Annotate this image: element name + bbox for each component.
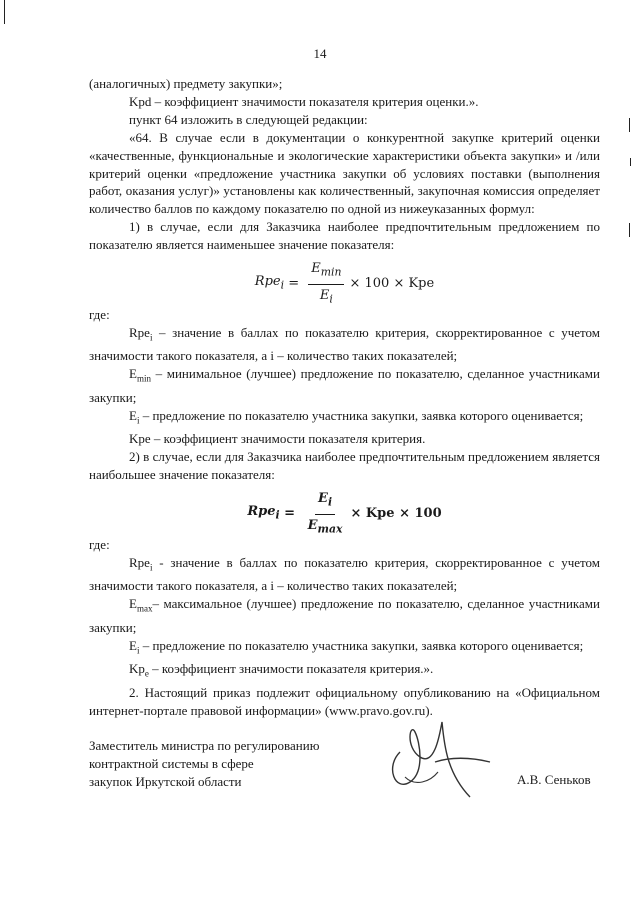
scan-edge-mark-right-3 <box>629 223 630 237</box>
definitions-block-1 <box>89 306 600 484</box>
definition-paragraph: где: <box>89 307 110 323</box>
signatory-title-line-1: Заместитель министра по регулированию <box>89 738 320 753</box>
formula-min <box>89 260 600 306</box>
intro-paragraph: (аналогичных) предмету закупки»; <box>89 76 283 91</box>
scan-edge-mark-right-2 <box>630 158 631 166</box>
document-body <box>89 75 600 720</box>
handwritten-signature <box>380 712 510 802</box>
intro-paragraph: 1) в случае, если для Заказчика наиболее предпочтительным предложением по показателю является наименьшее значение показателя: <box>89 219 600 253</box>
signatory-title-line-3: закупок Иркутской области <box>89 773 242 789</box>
definition-paragraph: $Kp_e$ – коэффициент значимости показателя критерия.». <box>129 661 434 679</box>
scan-edge-mark-right-1 <box>629 118 630 132</box>
definition-paragraph: Rpe$_i$ – значение в баллах по показателю критерия, скорректированное с учетом значимости такого показателя, а i – количество таких показателей; <box>89 324 600 364</box>
definition-paragraph: 2) в случае, если для Заказчика наиболее предпочтительным предложением является наибольшее значение показателя: <box>89 449 600 483</box>
intro-paragraph: Kpd – коэффициент значимости показателя критерия оценки.». <box>129 93 479 109</box>
intro-paragraph: пункт 64 изложить в следующей редакции: <box>129 111 368 127</box>
definition-paragraph: 2. Настоящий приказ подлежит официальному опубликованию на «Официальном интернет-портале правовой информации» (www.pravo.gov.ru). <box>89 684 600 718</box>
page-number: 14 <box>313 46 327 61</box>
definitions-block-2 <box>89 536 600 720</box>
formula-max-expression: Rpe$_i$ = $\frac{E_i}{E_{max}}$ × Kpe × 100 <box>247 491 442 536</box>
definition-paragraph: Kpe – коэффициент значимости показателя критерия. <box>129 431 426 447</box>
signatory-title-line-2: контрактной системы в сфере <box>89 755 254 771</box>
definition-paragraph: $E_i$ – предложение по показателю участника закупки, заявка которого оценивается; <box>129 637 584 656</box>
signer-name: А.В. Сеньков <box>517 772 591 787</box>
definition-paragraph: где: <box>89 537 110 552</box>
formula-max <box>89 490 600 536</box>
signatory-title <box>89 737 389 791</box>
definition-paragraph: $E_i$ – предложение по показателю участника закупки, заявка которого оценивается; <box>129 407 584 426</box>
definition-paragraph: Rpe$_i$ - значение в баллах по показателю критерия, скорректированное с учетом значимости такого показателя, а i – количество таких показателей; <box>89 554 600 594</box>
formula-min-expression: Rpe$_i$ = $\frac{E_{min}}{E_i}$ × 100 × Kpe <box>254 261 435 306</box>
intro-paragraphs <box>89 75 600 254</box>
scan-edge-mark-left <box>4 0 5 24</box>
definition-paragraph: $E_{min}$ – минимальное (лучшее) предложение по показателю, сделанное участниками закупки; <box>89 366 600 405</box>
intro-paragraph: «64. В случае если в документации о конкурентной закупке критерий оценки «качественные, функциональные и экологические характеристики объекта закупки» и /или критерий оценки «предложение участника закупки об условиях поставки (выполнения работ, оказания услуг)» установлены как количественный, закупочная комиссия определяет количество баллов по каждому показателю по одной из нижеуказанных формул: <box>89 129 600 217</box>
definition-paragraph: $E_{max}-$ максимальное (лучшее) предложение по показателю, сделанное участниками закупки; <box>89 596 600 635</box>
